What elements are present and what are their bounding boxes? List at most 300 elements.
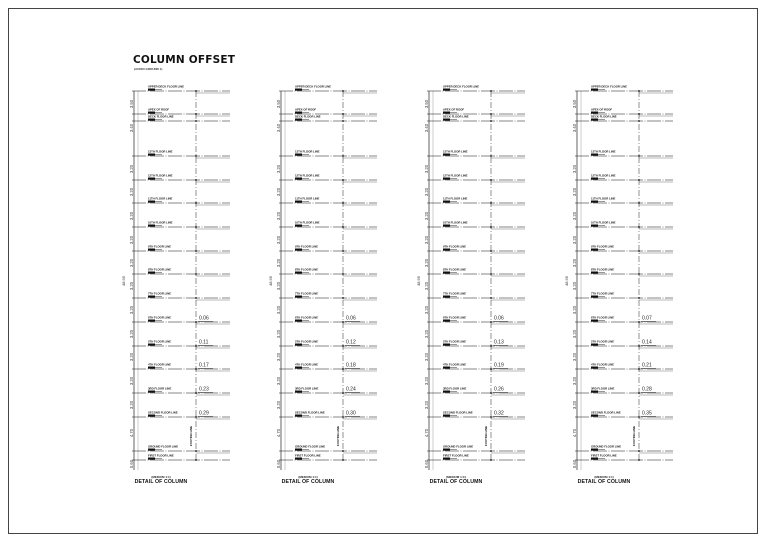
floor-height-dimension: 3.20 — [572, 352, 577, 362]
level-marker — [638, 416, 640, 418]
level-symbol — [591, 89, 598, 91]
floor-height-dimension: 3.20 — [572, 187, 577, 197]
column-elevation-1 — [121, 85, 230, 471]
level-name: APEX OF ROOF — [148, 107, 170, 112]
level-marker — [638, 155, 640, 157]
level-name: 9TH FLOOR LINE — [295, 244, 318, 249]
floor-height-dimension: 3.20 — [572, 258, 577, 268]
level-marker — [490, 416, 492, 418]
level-symbol — [591, 272, 598, 274]
floor-height-dimension: 3.50 — [276, 99, 281, 109]
level-name: 6TH FLOOR LINE — [443, 315, 466, 320]
level-symbol — [591, 458, 598, 460]
level-marker — [342, 392, 344, 394]
level-marker — [195, 113, 197, 115]
level-name: UPPER DECK FLOOR LINE — [295, 84, 332, 89]
level-marker — [490, 113, 492, 115]
level-symbol — [443, 449, 450, 451]
level-name: APEX OF ROOF — [443, 107, 465, 112]
level-marker — [195, 226, 197, 228]
level-name: APEX OF ROOF — [591, 107, 613, 112]
column-elevation-2 — [268, 85, 377, 471]
level-name: 3RD FLOOR LINE — [591, 386, 615, 391]
level-symbol — [591, 320, 598, 322]
level-name: SECOND FLOOR LINE — [295, 410, 325, 415]
level-symbol — [148, 391, 155, 393]
level-name: 5TH FLOOR LINE — [295, 339, 318, 344]
level-symbol — [295, 320, 302, 322]
floor-height-dimension: 3.20 — [572, 281, 577, 291]
floor-height-dimension: 3.20 — [129, 235, 134, 245]
level-name: DECK FLOOR LINE — [591, 114, 617, 119]
level-symbol — [295, 272, 302, 274]
floor-height-dimension: 3.20 — [572, 376, 577, 386]
level-name: 3RD FLOOR LINE — [148, 386, 172, 391]
column-offset-value: 0.11 — [199, 339, 209, 346]
level-marker — [638, 321, 640, 323]
level-symbol — [295, 154, 302, 156]
level-symbol — [295, 178, 302, 180]
level-marker — [342, 120, 344, 122]
level-name: DECK FLOOR LINE — [295, 114, 321, 119]
level-name: 6TH FLOOR LINE — [295, 315, 318, 320]
level-marker — [490, 179, 492, 181]
level-symbol — [148, 272, 155, 274]
column-caption-1 — [111, 475, 211, 485]
footing-note: FOOTING LINE — [189, 426, 193, 446]
column-offset-value: 0.06 — [346, 315, 356, 322]
level-symbol — [443, 344, 450, 346]
level-marker — [490, 321, 492, 323]
level-name: SECOND FLOOR LINE — [591, 410, 621, 415]
level-symbol — [295, 415, 302, 417]
level-name: 13TH FLOOR LINE — [148, 149, 173, 154]
level-marker — [638, 392, 640, 394]
level-name: GROUND FLOOR LINE — [591, 444, 622, 449]
level-marker — [638, 250, 640, 252]
level-symbol — [295, 449, 302, 451]
level-marker — [342, 250, 344, 252]
level-symbol — [443, 178, 450, 180]
level-symbol — [295, 344, 302, 346]
level-marker — [195, 416, 197, 418]
level-symbol — [591, 449, 598, 451]
level-name: 9TH FLOOR LINE — [591, 244, 614, 249]
level-symbol — [148, 178, 155, 180]
floor-height-dimension: 3.20 — [424, 376, 429, 386]
level-name: 3RD FLOOR LINE — [443, 386, 467, 391]
level-name: 13TH FLOOR LINE — [295, 149, 320, 154]
floor-height-dimension: 0.60 — [424, 459, 429, 469]
level-symbol — [443, 112, 450, 114]
level-marker — [490, 155, 492, 157]
floor-height-dimension: 3.20 — [424, 258, 429, 268]
floor-height-dimension: 3.20 — [424, 400, 429, 410]
floor-height-dimension: 3.50 — [129, 99, 134, 109]
column-offset-value: 0.21 — [642, 362, 652, 369]
drawing-subtitle: (AUDIO GROUND 1) — [134, 67, 163, 71]
level-marker — [490, 392, 492, 394]
level-name: SECOND FLOOR LINE — [148, 410, 178, 415]
column-elevation-4 — [564, 85, 673, 471]
floor-height-dimension: 3.20 — [424, 211, 429, 221]
level-name: 6TH FLOOR LINE — [148, 315, 171, 320]
overall-height-label: 48.95 — [121, 275, 126, 287]
level-name: 13TH FLOOR LINE — [591, 149, 616, 154]
level-marker — [638, 345, 640, 347]
level-marker — [342, 226, 344, 228]
caption-scale: (MEDIUM 1:1) — [594, 475, 614, 479]
column-caption-2 — [258, 475, 358, 485]
floor-height-dimension: 3.20 — [129, 164, 134, 174]
level-marker — [342, 450, 344, 452]
floor-height-dimension: 3.20 — [424, 352, 429, 362]
caption-scale: (MEDIUM 1:C) — [446, 475, 466, 479]
level-marker — [342, 297, 344, 299]
level-marker — [195, 120, 197, 122]
level-marker — [638, 202, 640, 204]
column-offset-value: 0.14 — [642, 339, 652, 346]
floor-height-dimension: 3.20 — [572, 305, 577, 315]
level-name: 4TH FLOOR LINE — [295, 362, 318, 367]
level-marker — [342, 368, 344, 370]
floor-height-dimension: 3.50 — [572, 99, 577, 109]
level-marker — [490, 345, 492, 347]
floor-height-dimension: 0.60 — [276, 459, 281, 469]
floor-height-dimension: 3.20 — [424, 305, 429, 315]
level-marker — [638, 179, 640, 181]
level-marker — [195, 345, 197, 347]
column-offset-value: 0.23 — [199, 386, 209, 393]
level-symbol — [443, 249, 450, 251]
overall-height-label: 48.95 — [268, 275, 273, 287]
floor-height-dimension: 0.60 — [129, 459, 134, 469]
level-name: 6TH FLOOR LINE — [591, 315, 614, 320]
level-name: 10TH FLOOR LINE — [148, 220, 173, 225]
level-marker — [490, 297, 492, 299]
level-symbol — [295, 201, 302, 203]
floor-height-dimension: 3.40 — [424, 123, 429, 133]
caption-title: DETAIL OF COLUMN — [429, 479, 483, 485]
level-marker — [638, 226, 640, 228]
footing-note: FOOTING LINE — [632, 426, 636, 446]
level-marker — [195, 450, 197, 452]
level-symbol — [443, 458, 450, 460]
level-name: 7TH FLOOR LINE — [148, 291, 171, 296]
column-offset-value: 0.13 — [494, 339, 504, 346]
level-name: FIRST FLOOR LINE — [295, 453, 321, 458]
floor-height-dimension: 3.20 — [129, 329, 134, 339]
floor-height-dimension: 3.20 — [572, 211, 577, 221]
level-marker — [195, 459, 197, 461]
level-symbol — [148, 458, 155, 460]
floor-height-dimension: 3.20 — [572, 235, 577, 245]
level-symbol — [443, 415, 450, 417]
level-marker — [342, 459, 344, 461]
level-marker — [195, 392, 197, 394]
level-symbol — [591, 154, 598, 156]
column-offset-value: 0.06 — [494, 315, 504, 322]
level-symbol — [443, 154, 450, 156]
floor-height-dimension: 3.20 — [572, 400, 577, 410]
level-name: 11TH FLOOR LINE — [591, 196, 616, 201]
level-name: SECOND FLOOR LINE — [443, 410, 473, 415]
level-marker — [490, 120, 492, 122]
footing-note: FOOTING LINE — [336, 426, 340, 446]
level-symbol — [295, 112, 302, 114]
level-marker — [195, 90, 197, 92]
level-name: 3RD FLOOR LINE — [295, 386, 319, 391]
floor-height-dimension: 3.20 — [276, 235, 281, 245]
column-offset-value: 0.06 — [199, 315, 209, 322]
column-caption-4 — [554, 475, 654, 485]
column-offset-value: 0.26 — [494, 386, 504, 393]
level-name: 11TH FLOOR LINE — [148, 196, 173, 201]
level-name: DECK FLOOR LINE — [443, 114, 469, 119]
level-symbol — [148, 296, 155, 298]
level-marker — [638, 90, 640, 92]
level-symbol — [443, 367, 450, 369]
column-elevation-3 — [416, 85, 525, 471]
level-name: 7TH FLOOR LINE — [295, 291, 318, 296]
floor-height-dimension: 4.70 — [276, 428, 281, 438]
level-marker — [195, 155, 197, 157]
floor-height-dimension: 3.20 — [276, 164, 281, 174]
level-marker — [342, 345, 344, 347]
caption-scale: (MEDIUM 1:1) — [151, 475, 171, 479]
floor-height-dimension: 3.20 — [129, 281, 134, 291]
floor-height-dimension: 3.20 — [129, 187, 134, 197]
level-symbol — [443, 272, 450, 274]
level-symbol — [591, 178, 598, 180]
level-name: 11TH FLOOR LINE — [295, 196, 320, 201]
level-name: 13TH FLOOR LINE — [443, 149, 468, 154]
level-symbol — [591, 225, 598, 227]
floor-height-dimension: 3.20 — [424, 187, 429, 197]
floor-height-dimension: 3.20 — [276, 329, 281, 339]
level-symbol — [148, 225, 155, 227]
level-name: 12TH FLOOR LINE — [148, 173, 173, 178]
level-name: UPPER DECK FLOOR LINE — [443, 84, 480, 89]
column-caption-3 — [406, 475, 506, 485]
level-symbol — [148, 320, 155, 322]
floor-height-dimension: 3.40 — [572, 123, 577, 133]
level-name: UPPER DECK FLOOR LINE — [591, 84, 628, 89]
level-symbol — [148, 415, 155, 417]
floor-height-dimension: 3.40 — [129, 123, 134, 133]
level-symbol — [148, 344, 155, 346]
level-marker — [638, 368, 640, 370]
level-symbol — [591, 415, 598, 417]
floor-height-dimension: 3.20 — [129, 400, 134, 410]
level-name: 8TH FLOOR LINE — [148, 267, 171, 272]
floor-height-dimension: 3.20 — [129, 376, 134, 386]
caption-title: DETAIL OF COLUMN — [281, 479, 335, 485]
level-name: 12TH FLOOR LINE — [295, 173, 320, 178]
level-symbol — [591, 296, 598, 298]
level-marker — [638, 450, 640, 452]
level-marker — [195, 368, 197, 370]
floor-height-dimension: 3.50 — [424, 99, 429, 109]
level-name: 4TH FLOOR LINE — [443, 362, 466, 367]
level-marker — [490, 273, 492, 275]
floor-height-dimension: 3.20 — [572, 329, 577, 339]
column-offset-value: 0.12 — [346, 339, 356, 346]
level-name: 12TH FLOOR LINE — [443, 173, 468, 178]
level-name: APEX OF ROOF — [295, 107, 317, 112]
footing-note: FOOTING LINE — [484, 426, 488, 446]
floor-height-dimension: 3.40 — [276, 123, 281, 133]
level-marker — [490, 250, 492, 252]
column-offset-value: 0.19 — [494, 362, 504, 369]
caption-title: DETAIL OF COLUMN — [134, 479, 188, 485]
floor-height-dimension: 4.70 — [424, 428, 429, 438]
level-name: GROUND FLOOR LINE — [148, 444, 179, 449]
floor-height-dimension: 3.20 — [424, 235, 429, 245]
level-name: 12TH FLOOR LINE — [591, 173, 616, 178]
level-symbol — [591, 119, 598, 121]
level-marker — [490, 368, 492, 370]
level-symbol — [443, 119, 450, 121]
level-marker — [342, 416, 344, 418]
floor-height-dimension: 4.70 — [572, 428, 577, 438]
level-symbol — [443, 89, 450, 91]
column-offset-value: 0.30 — [346, 410, 356, 417]
level-name: 5TH FLOOR LINE — [443, 339, 466, 344]
level-symbol — [591, 112, 598, 114]
floor-height-dimension: 3.20 — [276, 352, 281, 362]
level-marker — [342, 179, 344, 181]
level-symbol — [591, 249, 598, 251]
level-name: GROUND FLOOR LINE — [295, 444, 326, 449]
floor-height-dimension: 3.20 — [276, 305, 281, 315]
level-marker — [195, 202, 197, 204]
level-symbol — [148, 449, 155, 451]
level-name: 11TH FLOOR LINE — [443, 196, 468, 201]
floor-height-dimension: 3.20 — [276, 187, 281, 197]
level-marker — [195, 321, 197, 323]
level-name: GROUND FLOOR LINE — [443, 444, 474, 449]
level-symbol — [295, 296, 302, 298]
floor-height-dimension: 3.20 — [276, 281, 281, 291]
level-name: 10TH FLOOR LINE — [443, 220, 468, 225]
level-marker — [490, 90, 492, 92]
level-marker — [195, 179, 197, 181]
level-marker — [342, 90, 344, 92]
floor-height-dimension: 3.20 — [129, 305, 134, 315]
level-symbol — [295, 249, 302, 251]
level-symbol — [443, 225, 450, 227]
level-symbol — [443, 391, 450, 393]
level-name: FIRST FLOOR LINE — [443, 453, 469, 458]
level-marker — [195, 297, 197, 299]
level-symbol — [591, 201, 598, 203]
level-marker — [638, 120, 640, 122]
level-symbol — [148, 89, 155, 91]
floor-height-dimension: 3.20 — [572, 164, 577, 174]
drawing-title: COLUMN OFFSET — [133, 54, 236, 66]
level-marker — [638, 459, 640, 461]
level-name: 4TH FLOOR LINE — [148, 362, 171, 367]
level-name: 7TH FLOOR LINE — [591, 291, 614, 296]
level-symbol — [591, 367, 598, 369]
overall-height-label: 48.95 — [416, 275, 421, 287]
level-name: 8TH FLOOR LINE — [443, 267, 466, 272]
level-symbol — [443, 320, 450, 322]
level-symbol — [295, 391, 302, 393]
level-symbol — [295, 367, 302, 369]
column-offset-value: 0.28 — [642, 386, 652, 393]
floor-height-dimension: 0.60 — [572, 459, 577, 469]
level-marker — [638, 297, 640, 299]
floor-height-dimension: 3.20 — [276, 258, 281, 268]
column-offset-value: 0.29 — [199, 410, 209, 417]
level-marker — [342, 113, 344, 115]
level-marker — [638, 273, 640, 275]
floor-height-dimension: 3.20 — [276, 376, 281, 386]
level-symbol — [148, 201, 155, 203]
level-symbol — [295, 119, 302, 121]
level-marker — [490, 202, 492, 204]
level-name: 5TH FLOOR LINE — [591, 339, 614, 344]
level-name: 9TH FLOOR LINE — [443, 244, 466, 249]
level-name: 10TH FLOOR LINE — [295, 220, 320, 225]
level-name: 4TH FLOOR LINE — [591, 362, 614, 367]
level-marker — [490, 459, 492, 461]
level-marker — [342, 155, 344, 157]
floor-height-dimension: 4.70 — [129, 428, 134, 438]
level-name: 9TH FLOOR LINE — [148, 244, 171, 249]
floor-height-dimension: 3.20 — [424, 164, 429, 174]
floor-height-dimension: 3.20 — [276, 211, 281, 221]
level-marker — [195, 250, 197, 252]
column-offset-value: 0.32 — [494, 410, 504, 417]
column-offset-value: 0.07 — [642, 315, 652, 322]
level-name: 7TH FLOOR LINE — [443, 291, 466, 296]
level-marker — [342, 321, 344, 323]
level-symbol — [148, 249, 155, 251]
floor-height-dimension: 3.20 — [129, 258, 134, 268]
level-symbol — [295, 225, 302, 227]
column-offset-value: 0.24 — [346, 386, 356, 393]
floor-height-dimension: 3.20 — [129, 352, 134, 362]
level-symbol — [295, 458, 302, 460]
floor-height-dimension: 3.20 — [424, 281, 429, 291]
level-name: 8TH FLOOR LINE — [591, 267, 614, 272]
caption-scale: (MEDIUM 1:1) — [298, 475, 318, 479]
level-symbol — [148, 154, 155, 156]
level-marker — [195, 273, 197, 275]
column-offset-value: 0.17 — [199, 362, 209, 369]
level-symbol — [148, 119, 155, 121]
level-marker — [490, 450, 492, 452]
level-marker — [490, 226, 492, 228]
level-symbol — [591, 344, 598, 346]
level-symbol — [443, 201, 450, 203]
level-symbol — [148, 367, 155, 369]
level-symbol — [443, 296, 450, 298]
floor-height-dimension: 3.20 — [276, 400, 281, 410]
level-name: 5TH FLOOR LINE — [148, 339, 171, 344]
floor-height-dimension: 3.20 — [129, 211, 134, 221]
level-symbol — [591, 391, 598, 393]
floor-height-dimension: 3.20 — [424, 329, 429, 339]
column-offset-value: 0.35 — [642, 410, 652, 417]
level-marker — [342, 273, 344, 275]
level-name: DECK FLOOR LINE — [148, 114, 174, 119]
level-marker — [342, 202, 344, 204]
level-name: FIRST FLOOR LINE — [148, 453, 174, 458]
